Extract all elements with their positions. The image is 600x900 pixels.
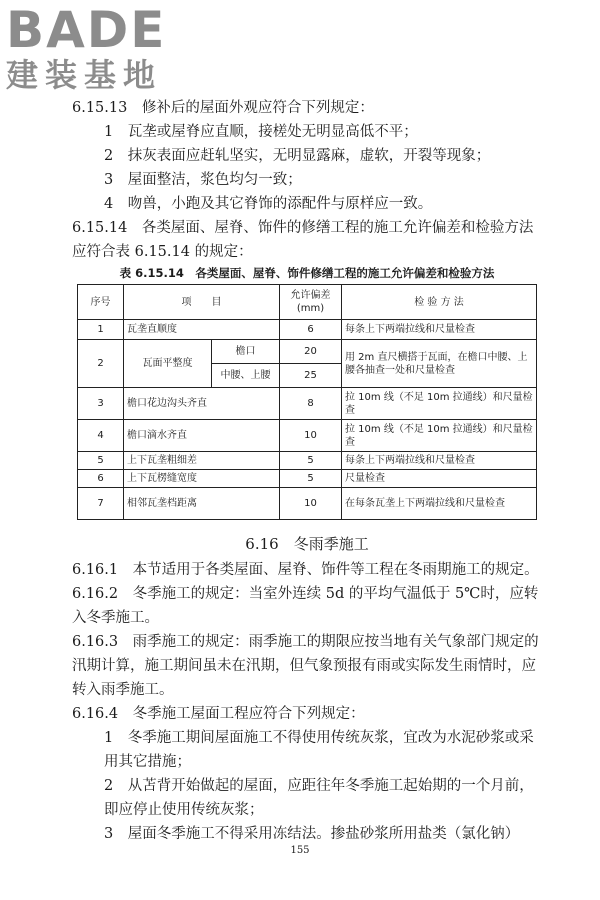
logo xyxy=(6,1,186,104)
cell-subitem: 中腰、上腰 xyxy=(212,364,280,388)
cell-item: 瓦垄直顺度 xyxy=(124,320,280,340)
table-row xyxy=(78,320,537,340)
cell-method: 拉 10m 线（不足 10m 拉通线）和尺量检查 xyxy=(342,388,537,420)
cell-method: 每条上下两端拉线和尺量检查 xyxy=(342,452,537,470)
header-tolerance: 允许偏差 (mm) xyxy=(280,285,342,320)
table-row xyxy=(78,340,537,364)
cell-method: 拉 10m 线（不足 10m 拉通线）和尺量检查 xyxy=(342,420,537,452)
paragraph: 2 抹灰表面应赶轧坚实，无明显露麻，虚软，开裂等现象； xyxy=(104,148,491,164)
cell-tolerance: 6 xyxy=(280,320,342,340)
page-content xyxy=(72,96,542,846)
top-paragraphs xyxy=(72,96,542,264)
cell-method: 每条上下两端拉线和尺量检查 xyxy=(342,320,537,340)
cell-item: 瓦面平整度 xyxy=(124,340,212,388)
paragraph: 6.16.1 本节适用于各类屋面、屋脊、饰件等工程在冬雨期施工的规定。 xyxy=(72,562,539,578)
table-row xyxy=(78,470,537,488)
cell-no: 4 xyxy=(78,420,124,452)
paragraph: 6.15.14 各类屋面、屋脊、饰件的修缮工程的施工允许偏差和检验方法应符合表 6.15.14 的规定： xyxy=(72,220,534,260)
cell-item: 上下瓦楞缝宽度 xyxy=(124,470,280,488)
table-row xyxy=(78,488,537,520)
header-no: 序号 xyxy=(78,285,124,320)
paragraph: 2 从苫背开始做起的屋面，应距往年冬季施工起始期的一个月前，即应停止使用传统灰浆； xyxy=(104,778,534,818)
header-item: 项 目 xyxy=(124,285,280,320)
cell-tolerance: 10 xyxy=(280,488,342,520)
cell-subitem: 檐口 xyxy=(212,340,280,364)
cell-tolerance: 10 xyxy=(280,420,342,452)
paragraph: 1 瓦垄或屋脊应直顺，接槎处无明显高低不平； xyxy=(104,124,418,140)
table-row xyxy=(78,452,537,470)
logo-subtitle: 建装基地 xyxy=(6,56,163,94)
cell-item: 檐口花边沟头齐直 xyxy=(124,388,280,420)
paragraph: 1 冬季施工期间屋面施工不得使用传统灰浆，宜改为水泥砂浆或采用其它措施； xyxy=(104,730,534,770)
cell-no: 7 xyxy=(78,488,124,520)
paragraph: 4 吻兽，小跑及其它脊饰的添配件与原样应一致。 xyxy=(104,196,433,212)
cell-item: 相邻瓦垄档距离 xyxy=(124,488,280,520)
cell-tolerance: 8 xyxy=(280,388,342,420)
cell-tolerance: 5 xyxy=(280,452,342,470)
bottom-paragraphs xyxy=(72,558,542,846)
header-method: 检 验 方 法 xyxy=(342,285,537,320)
cell-method: 尺量检查 xyxy=(342,470,537,488)
cell-no: 2 xyxy=(78,340,124,388)
cell-no: 3 xyxy=(78,388,124,420)
paragraph: 6.16.2 冬季施工的规定：当室外连续 5d 的平均气温低于 5℃时，应转入冬季施工。 xyxy=(72,586,539,626)
paragraph: 6.16.4 冬季施工屋面工程应符合下列规定： xyxy=(72,706,365,722)
cell-tolerance: 25 xyxy=(280,364,342,388)
table-row xyxy=(78,420,537,452)
paragraph: 3 屋面整洁，浆色均匀一致； xyxy=(104,172,302,188)
table-caption: 表 6.15.14 各类屋面、屋脊、饰件修缮工程的施工允许偏差和检验方法 xyxy=(119,266,495,280)
paragraph: 6.15.13 修补后的屋面外观应符合下列规定： xyxy=(72,100,374,116)
cell-item: 檐口滴水齐直 xyxy=(124,420,280,452)
cell-tolerance: 5 xyxy=(280,470,342,488)
cell-method: 在每条瓦垄上下两端拉线和尺量检查 xyxy=(342,488,537,520)
cell-no: 5 xyxy=(78,452,124,470)
page-number: 155 xyxy=(290,845,310,856)
table-header-row xyxy=(78,285,537,320)
tolerance-table xyxy=(77,284,537,520)
logo-brand: BADE xyxy=(6,1,167,59)
paragraph: 6.16.3 雨季施工的规定：雨季施工的期限应按当地有关气象部门规定的汛期计算，施工期间虽未在汛期，但气象预报有雨或实际发生雨情时，应转入雨季施工。 xyxy=(72,634,539,698)
section-title: 6.16 冬雨季施工 xyxy=(245,535,369,553)
cell-method: 用 2m 直尺横搭于瓦面，在檐口中腰、上腰各抽查一处和尺量检查 xyxy=(342,340,537,388)
cell-no: 1 xyxy=(78,320,124,340)
cell-item: 上下瓦垄粗细差 xyxy=(124,452,280,470)
table-row xyxy=(78,388,537,420)
paragraph: 3 屋面冬季施工不得采用冻结法。掺盐砂浆所用盐类（氯化钠） xyxy=(104,826,520,842)
cell-tolerance: 20 xyxy=(280,340,342,364)
cell-no: 6 xyxy=(78,470,124,488)
